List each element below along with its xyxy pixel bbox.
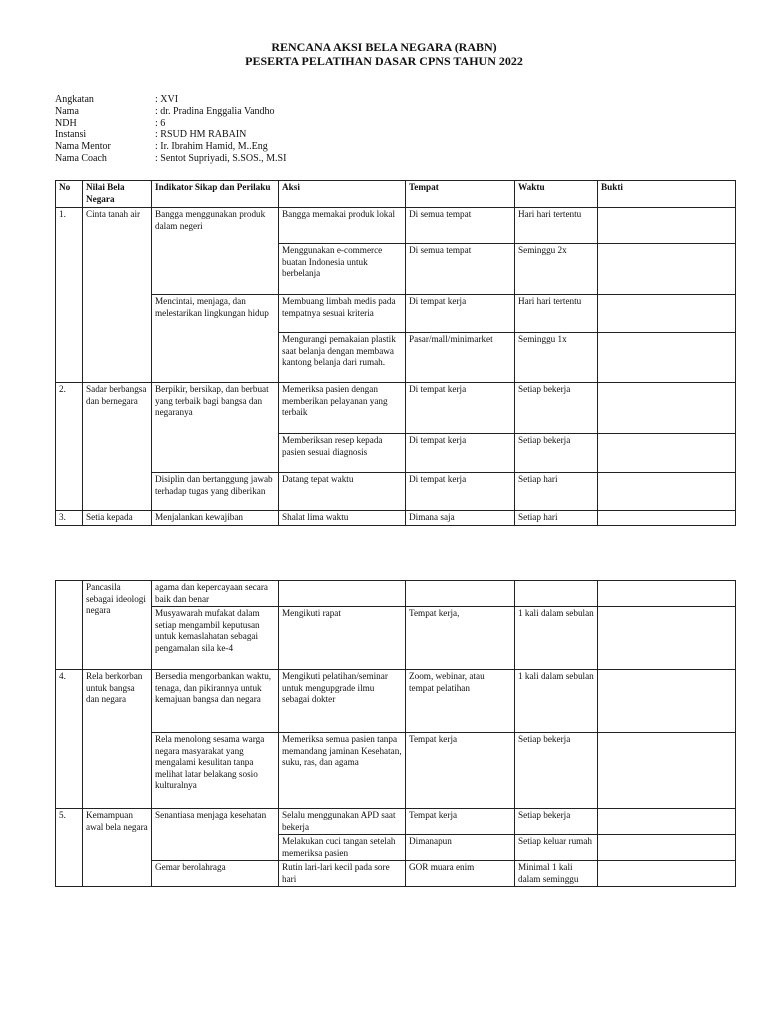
cell-aksi: Membuang limbah medis pada tempatnya sesuai kriteria [279,295,406,333]
cell-bukti [598,434,736,473]
cell-no: 5. [56,809,83,887]
cell-indikator: Menjalankan kewajiban [152,511,279,526]
cell-aksi: Bangga memakai produk lokal [279,208,406,244]
cell-waktu: Seminggu 1x [515,333,598,383]
cell-indikator: Senantiasa menjaga kesehatan [152,809,279,861]
cell-aksi: Mengikuti rapat [279,607,406,670]
rabn-table-page2 [55,580,736,887]
cell-tempat: Di tempat kerja [406,383,515,434]
header-no: No [56,181,83,208]
cell-bukti [598,295,736,333]
cell-aksi: Rutin lari-lari kecil pada sore hari [279,861,406,887]
table-row [56,208,736,244]
info-row-angkatan [55,94,286,106]
info-label: Angkatan [55,94,94,105]
table-row [56,809,736,835]
info-value: : RSUD HM RABAIN [155,129,247,141]
cell-no: 1. [56,208,83,383]
cell-waktu: 1 kali dalam sebulan [515,607,598,670]
table-row [56,861,736,887]
cell-aksi [279,581,406,607]
table-row [56,733,736,809]
cell-waktu: Minimal 1 kali dalam seminggu [515,861,598,887]
info-label: Nama Coach [55,152,107,164]
cell-aksi: Selalu menggunakan APD saat bekerja [279,809,406,835]
cell-aksi: Mengurangi pemakaian plastik saat belanja dengan membawa kantong belanja dari rumah. [279,333,406,383]
info-value: : Ir. Ibrahim Hamid, M..Eng [155,141,268,153]
cell-waktu [515,581,598,607]
table-row [56,473,736,511]
rabn-table-page1 [55,180,736,526]
cell-tempat: Dimana saja [406,511,515,526]
info-value: : XVI [155,94,179,105]
info-row-mentor [55,141,286,153]
cell-indikator: Bersedia mengorbankan waktu, tenaga, dan pikirannya untuk kemajuan bangsa dan negara [152,670,279,733]
cell-waktu: Setiap hari [515,511,598,526]
cell-waktu: Hari hari tertentu [515,208,598,244]
table-header-row [56,181,736,208]
info-row-nama [55,106,286,118]
header-tempat: Tempat [406,181,515,208]
cell-bukti [598,581,736,607]
cell-aksi: Memeriksa pasien dengan memberikan pelayanan yang terbaik [279,383,406,434]
info-row-instansi [55,129,286,141]
cell-aksi: Melakukan cuci tangan setelah memeriksa pasien [279,835,406,861]
cell-aksi: Memberiksan resep kepada pasien sesuai diagnosis [279,434,406,473]
cell-bukti [598,733,736,809]
cell-waktu: Hari hari tertentu [515,295,598,333]
table-row [56,607,736,670]
info-row-ndh [55,118,286,130]
cell-waktu: Setiap bekerja [515,383,598,434]
cell-aksi: Menggunakan e-commerce buatan Indonesia untuk berbelanja [279,244,406,295]
cell-indikator: Disiplin dan bertanggung jawab terhadap tugas yang diberikan [152,473,279,511]
cell-tempat [406,581,515,607]
cell-nilai: Kemampuan awal bela negara [83,809,152,887]
header-nilai: Nilai Bela Negara [83,181,152,208]
cell-aksi: Mengikuti pelatihan/seminar untuk mengupgrade ilmu sebagai dokter [279,670,406,733]
info-label: NDH [55,117,77,129]
document-subtitle: PESERTA PELATIHAN DASAR CPNS TAHUN 2022 [245,54,523,68]
table-row [56,383,736,434]
header-bukti: Bukti [598,181,736,208]
info-value: : dr. Pradina Enggalia Vandho [155,105,275,117]
cell-bukti [598,809,736,835]
header-waktu: Waktu [515,181,598,208]
cell-indikator: Gemar berolahraga [152,861,279,887]
cell-nilai: Sadar berbangsa dan bernegara [83,383,152,511]
info-row-coach [55,153,286,165]
table-row [56,581,736,607]
cell-tempat: Di semua tempat [406,208,515,244]
cell-waktu: Setiap bekerja [515,733,598,809]
cell-nilai: Setia kepada [83,511,152,526]
cell-bukti [598,511,736,526]
cell-bukti [598,244,736,295]
table-row [56,295,736,333]
table-row [56,511,736,526]
cell-aksi: Shalat lima waktu [279,511,406,526]
cell-tempat: Di tempat kerja [406,295,515,333]
cell-indikator: Rela menolong sesama warga negara masyarakat yang mengalami kesulitan tanpa melihat latar belakang sosio kulturalnya [152,733,279,809]
cell-waktu: Setiap bekerja [515,434,598,473]
cell-indikator: agama dan kepercayaan secara baik dan benar [152,581,279,607]
cell-tempat: Di tempat kerja [406,434,515,473]
cell-tempat: Di semua tempat [406,244,515,295]
participant-info [55,94,286,165]
cell-tempat: Tempat kerja [406,809,515,835]
cell-nilai: Rela berkorban untuk bangsa dan negara [83,670,152,809]
cell-bukti [598,473,736,511]
cell-tempat: Tempat kerja, [406,607,515,670]
cell-bukti [598,383,736,434]
cell-tempat: Zoom, webinar, atau tempat pelatihan [406,670,515,733]
cell-tempat: GOR muara enim [406,861,515,887]
cell-bukti [598,333,736,383]
cell-bukti [598,861,736,887]
cell-no: 4. [56,670,83,809]
cell-no [56,581,83,670]
cell-tempat: Di tempat kerja [406,473,515,511]
cell-tempat: Pasar/mall/minimarket [406,333,515,383]
cell-aksi: Datang tepat waktu [279,473,406,511]
cell-nilai: Pancasila sebagai ideologi negara [83,581,152,670]
cell-indikator: Berpikir, bersikap, dan berbuat yang terbaik bagi bangsa dan negaranya [152,383,279,473]
cell-bukti [598,670,736,733]
cell-bukti [598,208,736,244]
cell-no: 2. [56,383,83,511]
cell-aksi: Memeriksa semua pasien tanpa memandang jaminan Kesehatan, suku, ras, dan agama [279,733,406,809]
cell-tempat: Tempat kerja [406,733,515,809]
cell-indikator: Bangga menggunakan produk dalam negeri [152,208,279,295]
info-label: Nama [55,105,79,117]
info-value: : Sentot Supriyadi, S.SOS., M.SI [155,152,287,164]
cell-bukti [598,835,736,861]
cell-indikator: Mencintai, menjaga, dan melestarikan lingkungan hidup [152,295,279,383]
info-label: Nama Mentor [55,141,111,153]
document-title: RENCANA AKSI BELA NEGARA (RABN) [271,40,497,54]
cell-waktu: Seminggu 2x [515,244,598,295]
cell-nilai: Cinta tanah air [83,208,152,383]
table-row [56,670,736,733]
cell-waktu: Setiap bekerja [515,809,598,835]
cell-bukti [598,607,736,670]
cell-no: 3. [56,511,83,526]
info-value: : 6 [155,117,166,129]
header-indikator: Indikator Sikap dan Perilaku [152,181,279,208]
header-aksi: Aksi [279,181,406,208]
info-label: Instansi [55,129,87,141]
cell-waktu: Setiap hari [515,473,598,511]
cell-tempat: Dimanapun [406,835,515,861]
cell-waktu: 1 kali dalam sebulan [515,670,598,733]
cell-waktu: Setiap keluar rumah [515,835,598,861]
cell-indikator: Musyawarah mufakat dalam setiap mengambil keputusan untuk kemaslahatan sebagai pengamalan sila ke-4 [152,607,279,670]
